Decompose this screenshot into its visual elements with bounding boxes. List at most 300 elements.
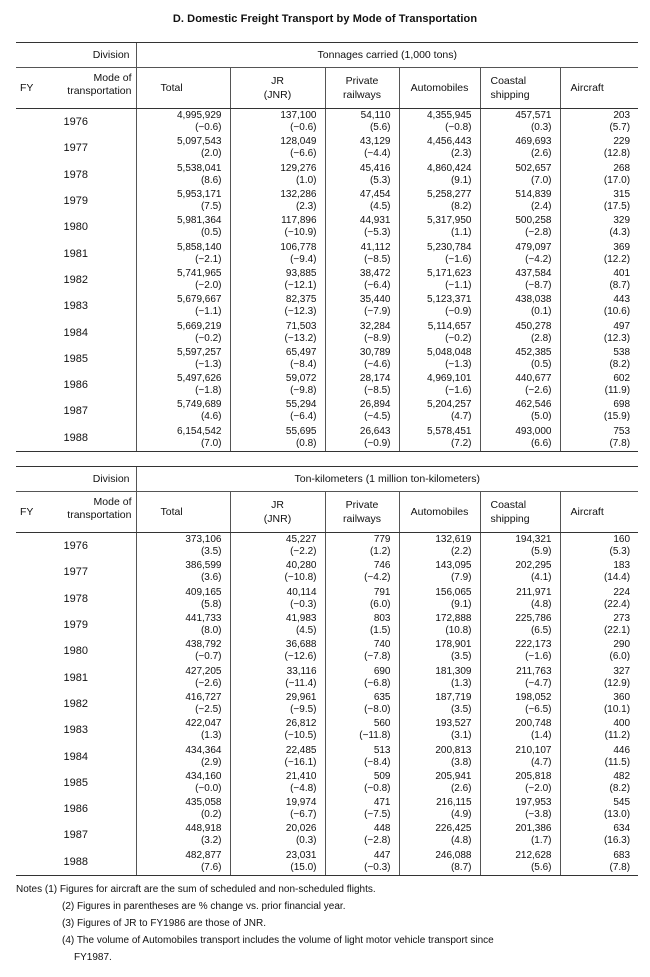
percent-change: (3.1) xyxy=(450,730,472,742)
value: 5,497,626 xyxy=(177,373,222,385)
value-cell-jr xyxy=(230,559,325,585)
fy-cell: 1983 xyxy=(63,724,88,737)
percent-change: (17.5) xyxy=(603,201,631,213)
percent-change: (22.4) xyxy=(603,598,631,610)
fy-cell: 1981 xyxy=(63,671,88,684)
value: 462,546 xyxy=(515,399,552,411)
value-cell-private-railways xyxy=(325,822,399,848)
column-header-coastal-shipping xyxy=(480,68,560,109)
value-cell-jr xyxy=(230,849,325,876)
value-cell-aircraft xyxy=(560,372,638,398)
value-cell-private-railways xyxy=(325,425,399,452)
value-cell-automobiles xyxy=(399,372,480,398)
column-header-coastal-shipping xyxy=(480,492,560,533)
percent-change: (−0.7) xyxy=(195,651,222,663)
column-header-aircraft xyxy=(560,492,638,533)
percent-change: (4.6) xyxy=(200,411,222,423)
notes xyxy=(16,881,636,966)
value-cell-aircraft xyxy=(560,664,638,690)
table-unit-title: Ton-kilometers (1 million ton-kilometers) xyxy=(136,467,638,492)
value: 5,204,257 xyxy=(427,399,472,411)
column-header-automobiles xyxy=(399,68,480,109)
percent-change: (−1.6) xyxy=(445,385,472,397)
column-header-sublabel: railways xyxy=(343,513,381,525)
value: 22,485 xyxy=(285,744,317,756)
table-row xyxy=(16,214,638,240)
fy-cell: 1984 xyxy=(63,750,88,763)
value-cell-jr xyxy=(230,770,325,796)
value-cell-aircraft xyxy=(560,849,638,876)
value: 132,619 xyxy=(435,534,472,546)
mode-label-line1: Mode of xyxy=(93,72,132,84)
value: 482 xyxy=(613,770,631,782)
value: 5,858,140 xyxy=(177,241,222,253)
value: 471 xyxy=(373,797,391,809)
value: 5,669,219 xyxy=(177,320,222,332)
value-cell-jr xyxy=(230,135,325,161)
value: 5,048,048 xyxy=(427,346,472,358)
column-header-total xyxy=(136,492,230,533)
value-cell-aircraft xyxy=(560,691,638,717)
fy-cell: 1986 xyxy=(63,379,88,392)
column-header-label: Private xyxy=(345,75,379,87)
value: 4,995,929 xyxy=(177,110,222,122)
value: 513 xyxy=(373,744,391,756)
value: 156,065 xyxy=(435,586,472,598)
value-cell-coastal-shipping xyxy=(480,822,560,848)
percent-change: (−2.8) xyxy=(525,227,552,239)
column-header-sublabel: railways xyxy=(343,89,381,101)
percent-change: (2.0) xyxy=(200,148,222,160)
column-header-label: Automobiles xyxy=(410,82,469,94)
value: 194,321 xyxy=(515,534,552,546)
percent-change: (−0.9) xyxy=(364,437,391,449)
value: 30,789 xyxy=(359,346,391,358)
value-cell-coastal-shipping xyxy=(480,638,560,664)
column-header-private-railways xyxy=(325,68,399,109)
percent-change: (6.0) xyxy=(369,598,391,610)
percent-change: (5.3) xyxy=(609,546,631,558)
value-cell-total xyxy=(136,849,230,876)
table-row xyxy=(16,346,638,372)
value: 452,385 xyxy=(515,346,552,358)
value-cell-total xyxy=(136,372,230,398)
value-cell-jr xyxy=(230,372,325,398)
column-header-label: Total xyxy=(160,506,183,518)
value-cell-total xyxy=(136,293,230,319)
value: 29,961 xyxy=(285,691,317,703)
value-cell-automobiles xyxy=(399,109,480,136)
percent-change: (12.9) xyxy=(603,677,631,689)
value-cell-aircraft xyxy=(560,188,638,214)
percent-change: (−8.0) xyxy=(364,703,391,715)
percent-change: (−12.3) xyxy=(284,306,317,318)
value: 93,885 xyxy=(285,267,317,279)
value-cell-jr xyxy=(230,691,325,717)
value: 212,628 xyxy=(515,849,552,861)
value: 409,165 xyxy=(185,586,222,598)
value: 500,258 xyxy=(515,215,552,227)
percent-change: (7.9) xyxy=(450,572,472,584)
percent-change: (6.5) xyxy=(530,625,552,637)
value-cell-coastal-shipping xyxy=(480,849,560,876)
value-cell-jr xyxy=(230,638,325,664)
value: 698 xyxy=(613,399,631,411)
value-cell-private-railways xyxy=(325,240,399,266)
value: 193,527 xyxy=(435,718,472,730)
table-row xyxy=(16,586,638,612)
value-cell-private-railways xyxy=(325,398,399,424)
value: 45,416 xyxy=(359,162,391,174)
percent-change: (−2.2) xyxy=(290,546,317,558)
mode-label xyxy=(67,72,131,98)
value: 224 xyxy=(613,586,631,598)
value: 211,763 xyxy=(516,665,552,677)
percent-change: (4.7) xyxy=(450,411,472,423)
division-label: Division xyxy=(16,467,136,492)
percent-change: (−9.8) xyxy=(290,385,317,397)
percent-change: (−4.6) xyxy=(364,358,391,370)
percent-change: (−6.8) xyxy=(364,677,391,689)
value-cell-automobiles xyxy=(399,162,480,188)
value-cell-private-railways xyxy=(325,849,399,876)
value-cell-aircraft xyxy=(560,586,638,612)
value-cell-aircraft xyxy=(560,559,638,585)
percent-change: (−4.7) xyxy=(525,677,552,689)
value-cell-coastal-shipping xyxy=(480,214,560,240)
value-cell-coastal-shipping xyxy=(480,612,560,638)
value: 55,294 xyxy=(285,399,317,411)
value: 634 xyxy=(613,823,631,835)
value: 205,941 xyxy=(435,770,472,782)
fy-cell: 1986 xyxy=(63,803,88,816)
value-cell-private-railways xyxy=(325,559,399,585)
value: 450,278 xyxy=(515,320,552,332)
value: 183 xyxy=(613,560,631,572)
value: 434,364 xyxy=(185,744,222,756)
value: 5,114,657 xyxy=(427,320,472,332)
value: 41,112 xyxy=(360,241,391,253)
value-cell-coastal-shipping xyxy=(480,135,560,161)
value: 198,052 xyxy=(515,691,552,703)
value: 514,839 xyxy=(515,189,552,201)
percent-change: (−0.2) xyxy=(195,332,222,344)
percent-change: (−6.4) xyxy=(290,411,317,423)
table-row xyxy=(16,293,638,319)
value: 5,578,451 xyxy=(427,425,472,437)
value: 443 xyxy=(613,294,631,306)
value-cell-jr xyxy=(230,743,325,769)
percent-change: (8.2) xyxy=(609,358,631,370)
percent-change: (7.5) xyxy=(200,201,222,213)
percent-change: (−8.9) xyxy=(364,332,391,344)
value: 448 xyxy=(373,823,391,835)
percent-change: (7.8) xyxy=(609,437,631,449)
percent-change: (4.3) xyxy=(609,227,631,239)
value-cell-jr xyxy=(230,109,325,136)
value: 71,503 xyxy=(285,320,317,332)
percent-change: (7.6) xyxy=(200,861,222,873)
fy-cell: 1988 xyxy=(16,849,136,876)
value: 55,695 xyxy=(285,425,317,437)
value-cell-automobiles xyxy=(399,717,480,743)
note-text: (1) Figures for aircraft are the sum of scheduled and non-scheduled flights. xyxy=(44,884,376,895)
value: 4,355,945 xyxy=(427,110,472,122)
value: 545 xyxy=(613,797,631,809)
percent-change: (−1.3) xyxy=(195,358,222,370)
value-cell-coastal-shipping xyxy=(480,162,560,188)
value: 400 xyxy=(613,718,631,730)
percent-change: (−0.8) xyxy=(445,122,472,134)
value: 128,049 xyxy=(280,136,317,148)
value: 427,205 xyxy=(185,665,222,677)
value-cell-coastal-shipping xyxy=(480,425,560,452)
percent-change: (−16.1) xyxy=(284,756,317,768)
percent-change: (4.7) xyxy=(530,756,552,768)
percent-change: (10.1) xyxy=(603,703,631,715)
value-cell-total xyxy=(136,586,230,612)
value: 635 xyxy=(373,691,391,703)
fy-cell: 1979 xyxy=(63,195,88,208)
value-cell-total xyxy=(136,743,230,769)
value: 216,115 xyxy=(436,797,472,809)
value: 386,599 xyxy=(185,560,222,572)
value-cell-private-railways xyxy=(325,162,399,188)
percent-change: (8.2) xyxy=(609,782,631,794)
value: 268 xyxy=(613,162,631,174)
value: 4,969,101 xyxy=(427,373,472,385)
note-item-4-continuation: FY1987. xyxy=(74,952,112,963)
table-row xyxy=(16,559,638,585)
value: 40,280 xyxy=(285,560,317,572)
value-cell-coastal-shipping xyxy=(480,109,560,136)
value: 187,719 xyxy=(435,691,472,703)
value-cell-aircraft xyxy=(560,425,638,452)
percent-change: (−7.8) xyxy=(364,651,391,663)
value: 5,171,623 xyxy=(427,267,472,279)
column-header-label: Aircraft xyxy=(570,82,604,94)
percent-change: (13.0) xyxy=(603,809,631,821)
value: 38,472 xyxy=(359,267,391,279)
value-cell-aircraft xyxy=(560,162,638,188)
percent-change: (2.8) xyxy=(530,332,552,344)
percent-change: (−1.6) xyxy=(445,253,472,265)
value-cell-automobiles xyxy=(399,267,480,293)
value-cell-total xyxy=(136,319,230,345)
percent-change: (1.0) xyxy=(295,174,317,186)
value: 416,727 xyxy=(185,691,222,703)
value: 457,571 xyxy=(515,110,552,122)
fy-cell: 1982 xyxy=(63,697,88,710)
column-header-sublabel: shipping xyxy=(490,513,530,525)
value-cell-coastal-shipping xyxy=(480,240,560,266)
percent-change: (0.3) xyxy=(530,122,552,134)
value-cell-aircraft xyxy=(560,717,638,743)
table-row xyxy=(16,638,638,664)
table-row xyxy=(16,372,638,398)
column-header-label: Total xyxy=(160,82,183,94)
value: 229 xyxy=(613,136,631,148)
note-item-1 xyxy=(16,881,636,898)
value-cell-aircraft xyxy=(560,796,638,822)
table-row xyxy=(16,425,638,452)
value-cell-private-railways xyxy=(325,214,399,240)
percent-change: (−8.5) xyxy=(364,253,391,265)
column-header-label: Automobiles xyxy=(410,506,469,518)
value-cell-jr xyxy=(230,612,325,638)
fy-mode-header xyxy=(16,492,136,533)
value: 746 xyxy=(373,560,391,572)
value: 43,129 xyxy=(359,136,391,148)
mode-label-line2: transportation xyxy=(67,509,132,521)
value-cell-automobiles xyxy=(399,319,480,345)
value: 5,597,257 xyxy=(177,346,222,358)
value-cell-private-railways xyxy=(325,638,399,664)
percent-change: (−10.8) xyxy=(284,572,317,584)
value-cell-total xyxy=(136,691,230,717)
fy-cell: 1983 xyxy=(63,300,88,313)
value: 65,497 xyxy=(285,346,317,358)
value: 201,386 xyxy=(515,823,552,835)
value-cell-coastal-shipping xyxy=(480,691,560,717)
fy-cell: 1979 xyxy=(63,619,88,632)
percent-change: (8.0) xyxy=(200,625,222,637)
value-cell-automobiles xyxy=(399,796,480,822)
percent-change: (1.2) xyxy=(369,546,391,558)
value-cell-automobiles xyxy=(399,849,480,876)
value-cell-jr xyxy=(230,188,325,214)
column-header-private-railways xyxy=(325,492,399,533)
value-cell-jr xyxy=(230,425,325,452)
column-header-automobiles xyxy=(399,492,480,533)
value: 273 xyxy=(613,613,631,625)
value: 41,983 xyxy=(285,613,317,625)
percent-change: (0.3) xyxy=(295,835,317,847)
value: 40,114 xyxy=(286,586,317,598)
value: 602 xyxy=(613,373,631,385)
value: 5,258,277 xyxy=(427,189,472,201)
value-cell-total xyxy=(136,346,230,372)
value: 26,812 xyxy=(285,718,317,730)
value: 373,106 xyxy=(185,534,222,546)
value: 446 xyxy=(613,744,631,756)
value-cell-private-railways xyxy=(325,346,399,372)
value: 21,410 xyxy=(285,770,317,782)
column-header-label: Coastal xyxy=(490,499,527,511)
value-cell-automobiles xyxy=(399,586,480,612)
value-cell-private-railways xyxy=(325,796,399,822)
value: 482,877 xyxy=(185,849,222,861)
percent-change: (7.0) xyxy=(200,437,222,449)
table-row xyxy=(16,717,638,743)
fy-cell: 1980 xyxy=(63,221,88,234)
value-cell-aircraft xyxy=(560,214,638,240)
percent-change: (−1.8) xyxy=(195,385,222,397)
percent-change: (5.0) xyxy=(530,411,552,423)
value-cell-coastal-shipping xyxy=(480,267,560,293)
value-cell-total xyxy=(136,822,230,848)
fy-label: FY xyxy=(20,506,34,518)
value: 438,038 xyxy=(515,294,552,306)
table-row xyxy=(16,691,638,717)
value: 690 xyxy=(373,665,391,677)
notes-lead: Notes xyxy=(16,884,43,895)
value-cell-total xyxy=(136,398,230,424)
percent-change: (2.6) xyxy=(450,782,472,794)
value-cell-jr xyxy=(230,293,325,319)
percent-change: (5.3) xyxy=(369,174,391,186)
percent-change: (10.6) xyxy=(603,306,631,318)
value: 434,160 xyxy=(185,770,222,782)
value: 493,000 xyxy=(515,425,552,437)
value-cell-jr xyxy=(230,533,325,560)
value-cell-coastal-shipping xyxy=(480,717,560,743)
percent-change: (−8.4) xyxy=(364,756,391,768)
value: 329 xyxy=(613,215,631,227)
percent-change: (−6.5) xyxy=(525,703,552,715)
value: 401 xyxy=(613,267,631,279)
percent-change: (−0.6) xyxy=(195,122,222,134)
value-cell-automobiles xyxy=(399,240,480,266)
value-cell-private-railways xyxy=(325,612,399,638)
value: 4,860,424 xyxy=(427,162,472,174)
value-cell-coastal-shipping xyxy=(480,533,560,560)
value: 5,123,371 xyxy=(427,294,472,306)
fy-cell: 1988 xyxy=(16,425,136,452)
value-cell-automobiles xyxy=(399,559,480,585)
table-row xyxy=(16,533,638,560)
division-label: Division xyxy=(16,43,136,68)
value: 20,026 xyxy=(285,823,317,835)
value-cell-aircraft xyxy=(560,822,638,848)
percent-change: (−2.8) xyxy=(364,835,391,847)
value: 538 xyxy=(613,346,631,358)
table-row xyxy=(16,188,638,214)
value: 200,748 xyxy=(515,718,552,730)
percent-change: (−9.5) xyxy=(290,703,317,715)
value: 246,088 xyxy=(435,849,472,861)
percent-change: (16.3) xyxy=(603,835,631,847)
percent-change: (−1.6) xyxy=(525,651,552,663)
value: 178,901 xyxy=(435,639,472,651)
percent-change: (−10.9) xyxy=(284,227,317,239)
column-header-jr xyxy=(230,68,325,109)
table-row xyxy=(16,849,638,876)
percent-change: (−8.5) xyxy=(364,385,391,397)
value: 28,174 xyxy=(359,373,391,385)
percent-change: (−0.9) xyxy=(445,306,472,318)
column-header-label: JR xyxy=(271,499,284,511)
percent-change: (−10.5) xyxy=(284,730,317,742)
percent-change: (−2.0) xyxy=(195,279,222,291)
percent-change: (0.1) xyxy=(530,306,552,318)
value: 435,058 xyxy=(185,797,222,809)
percent-change: (4.9) xyxy=(450,809,472,821)
value-cell-jr xyxy=(230,664,325,690)
table-row xyxy=(16,135,638,161)
value: 5,097,543 xyxy=(177,136,222,148)
value-cell-coastal-shipping xyxy=(480,398,560,424)
column-header-sublabel: shipping xyxy=(490,89,530,101)
value: 82,375 xyxy=(285,294,317,306)
percent-change: (−7.5) xyxy=(364,809,391,821)
value-cell-total xyxy=(136,664,230,690)
value: 19,974 xyxy=(285,797,317,809)
value: 32,284 xyxy=(359,320,391,332)
percent-change: (7.2) xyxy=(450,437,472,449)
value: 132,286 xyxy=(280,189,317,201)
value-cell-total xyxy=(136,770,230,796)
